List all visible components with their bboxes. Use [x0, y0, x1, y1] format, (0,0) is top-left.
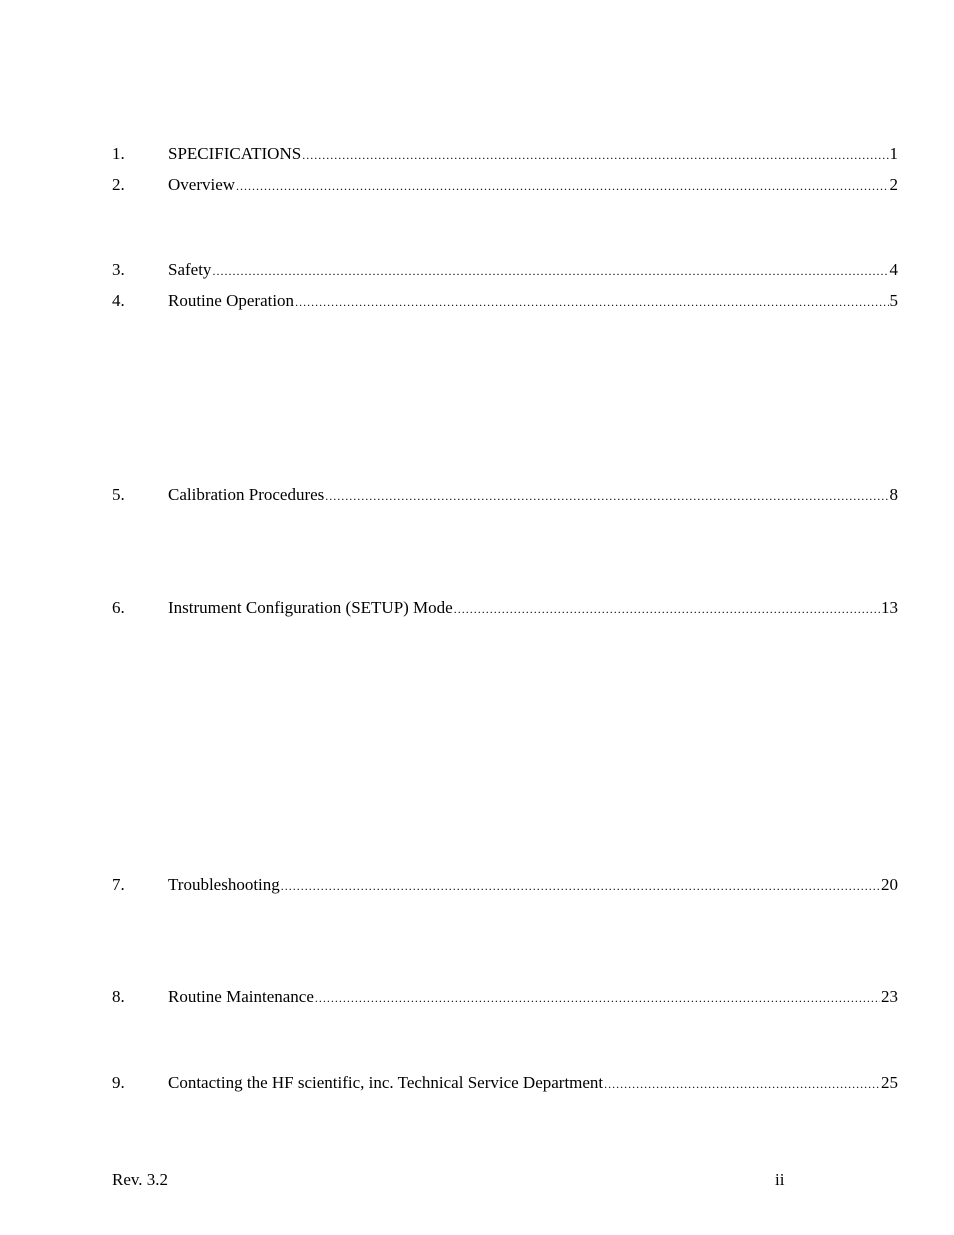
toc-number: 4. [112, 291, 125, 310]
footer-revision: Rev. 3.2 [112, 1170, 169, 1189]
toc-title: Safety [168, 260, 212, 279]
toc-entry[interactable] [112, 597, 898, 619]
toc-title: Routine Maintenance [168, 987, 314, 1006]
toc-page-number: 2 [889, 175, 898, 194]
toc-title: Routine Operation [168, 291, 295, 310]
toc-entry[interactable] [112, 986, 898, 1008]
toc-number: 7. [112, 875, 125, 894]
dot-leader [302, 144, 888, 166]
toc-page-number: 20 [881, 875, 898, 894]
toc-page-number: 13 [881, 598, 898, 617]
toc-number: 3. [112, 260, 125, 279]
toc-page-number: 8 [889, 485, 898, 504]
dot-leader [604, 1073, 880, 1095]
toc-title: Calibration Procedures [168, 485, 325, 504]
toc-title: Contacting the HF scientific, inc. Technical Service Department [168, 1073, 604, 1092]
toc-number: 2. [112, 175, 125, 194]
toc-number: 5. [112, 485, 125, 504]
toc-page-number: 25 [881, 1073, 898, 1092]
toc-page-number: 1 [889, 144, 898, 163]
dot-leader [236, 175, 888, 197]
dot-leader [281, 875, 880, 897]
toc-number: 6. [112, 598, 125, 617]
toc-entry[interactable] [112, 290, 898, 312]
toc-entry[interactable] [112, 484, 898, 506]
toc-entry[interactable] [112, 259, 898, 281]
dot-leader [295, 291, 888, 313]
toc-page-number: 23 [881, 987, 898, 1006]
toc-entry[interactable] [112, 1072, 898, 1094]
toc-title: Overview [168, 175, 236, 194]
toc-entry[interactable] [112, 874, 898, 896]
toc-entry[interactable] [112, 174, 898, 196]
toc-number: 8. [112, 987, 125, 1006]
toc-page-number: 5 [889, 291, 898, 310]
toc-title: Troubleshooting [168, 875, 280, 894]
toc-page-number: 4 [889, 260, 898, 279]
footer-page-number: ii [775, 1170, 785, 1189]
toc-title: SPECIFICATIONS [168, 144, 302, 163]
toc-title: Instrument Configuration (SETUP) Mode [168, 598, 453, 617]
toc-entry[interactable] [112, 143, 898, 165]
toc-number: 9. [112, 1073, 125, 1092]
toc-number: 1. [112, 144, 125, 163]
dot-leader [315, 987, 880, 1009]
dot-leader [212, 260, 888, 282]
dot-leader [325, 485, 888, 507]
dot-leader [454, 598, 880, 620]
